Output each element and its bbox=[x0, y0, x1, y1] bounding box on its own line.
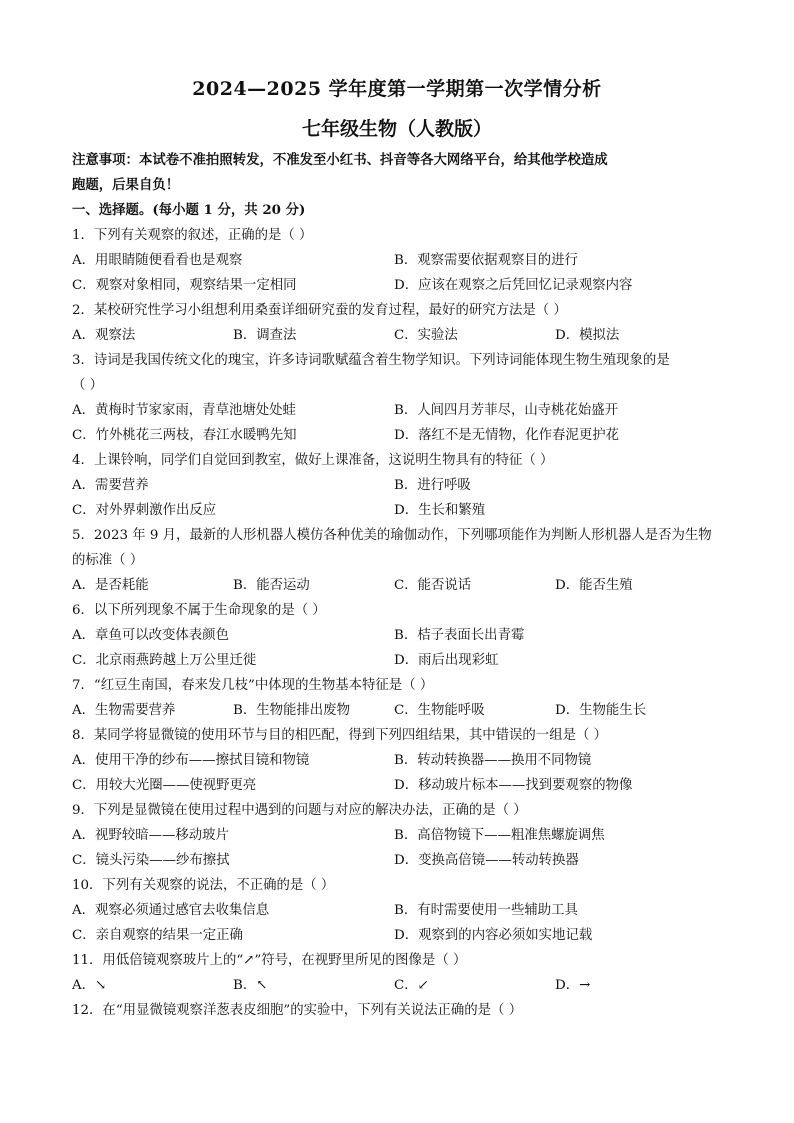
option-c: C．实验法 bbox=[394, 328, 458, 343]
option-row bbox=[72, 698, 732, 723]
option-d: D．能否生殖 bbox=[555, 578, 633, 593]
question-stem: 10．下列有关观察的说法，不正确的是（ ） bbox=[72, 878, 335, 893]
option-row bbox=[72, 748, 732, 773]
question-stem: 11．用低倍镜观察玻片上的“↗”符号，在视野里所见的图像是（ ） bbox=[72, 953, 467, 968]
option-b: B．观察需要依据观察目的进行 bbox=[394, 253, 578, 268]
question-stem: 8．某同学将显微镜的使用环节与目的相匹配，得到下列四组结果，其中错误的一组是（ ） bbox=[72, 728, 608, 743]
option-c: C．用较大光圈——使视野更亮 bbox=[72, 778, 257, 793]
option-b: B．有时需要使用一些辅助工具 bbox=[394, 903, 578, 918]
option-b: B．人间四月芳菲尽，山寺桃花始盛开 bbox=[394, 403, 619, 418]
question-stem: 7．“红豆生南国，春来发几枝”中体现的生物基本特征是（ ） bbox=[72, 678, 434, 693]
option-row bbox=[72, 273, 732, 298]
exam-content bbox=[72, 148, 732, 1023]
question-stem: 4．上课铃响，同学们自觉回到教室，做好上课准备，这说明生物具有的特征（ ） bbox=[72, 453, 554, 468]
option-d: D．观察到的内容必须如实地记载 bbox=[394, 928, 593, 943]
option-c: C．对外界刺激作出反应 bbox=[72, 503, 217, 518]
option-row bbox=[72, 898, 732, 923]
option-d: D．应该在观察之后凭回忆记录观察内容 bbox=[394, 278, 633, 293]
question-stem: 12．在“用显微镜观察洋葱表皮细胞”的实验中，下列有关说法正确的是（ ） bbox=[72, 1003, 523, 1018]
option-d: D．变换高倍镜——转动转换器 bbox=[394, 853, 579, 868]
question-stem: 3．诗词是我国传统文化的瑰宝，许多诗词歌赋蕴含着生物学知识。下列诗词能体现生物生殖现象的是 bbox=[72, 353, 670, 368]
option-a: A．需要营养 bbox=[72, 478, 149, 493]
option-b: B．能否运动 bbox=[233, 578, 310, 593]
option-row bbox=[72, 573, 732, 598]
option-a: A．↘ bbox=[72, 978, 107, 993]
option-b: B．高倍物镜下——粗准焦螺旋调焦 bbox=[394, 828, 605, 843]
option-d: D．雨后出现彩虹 bbox=[394, 653, 499, 668]
option-a: A．黄梅时节家家雨，青草池塘处处蛙 bbox=[72, 403, 296, 418]
option-a: A．视野较暗——移动玻片 bbox=[72, 828, 229, 843]
notice-line-2: 跑题，后果自负！ bbox=[72, 177, 180, 193]
option-c: C．↙ bbox=[394, 978, 429, 993]
option-row bbox=[72, 623, 732, 648]
option-row bbox=[72, 398, 732, 423]
option-d: D．落红不是无情物，化作春泥更护花 bbox=[394, 428, 619, 443]
option-b: B．生物能排出废物 bbox=[233, 703, 350, 718]
option-row bbox=[72, 473, 732, 498]
option-d: D．生长和繁殖 bbox=[394, 503, 486, 518]
question-stem: 6．以下所列现象不属于生命现象的是（ ） bbox=[72, 603, 326, 618]
option-d: D．移动玻片标本——找到要观察的物像 bbox=[394, 778, 633, 793]
question-stem: 2．某校研究性学习小组想利用桑蚕详细研究蚕的发育过程，最好的研究方法是（ ） bbox=[72, 303, 567, 318]
question-stem: 9．下列是显微镜在使用过程中遇到的问题与对应的解决办法，正确的是（ ） bbox=[72, 803, 527, 818]
option-a: A．用眼睛随便看看也是观察 bbox=[72, 253, 243, 268]
option-b: B．转动转换器——换用不同物镜 bbox=[394, 753, 592, 768]
option-row bbox=[72, 323, 732, 348]
question-stem: 5．2023 年 9 月，最新的人形机器人模仿各种优美的瑜伽动作，下列哪项能作为判断人形机器人是否为生物 bbox=[72, 528, 712, 543]
option-c: C．镜头污染——纱布擦拭 bbox=[72, 853, 230, 868]
option-a: A．使用干净的纱布——擦拭目镜和物镜 bbox=[72, 753, 310, 768]
option-a: A．观察必须通过感官去收集信息 bbox=[72, 903, 270, 918]
section-heading: 一、选择题。(每小题 1 分，共 20 分) bbox=[72, 202, 306, 218]
question-stem-continued: 的标准（ ） bbox=[72, 553, 144, 568]
question-stem: 1．下列有关观察的叙述，正确的是（ ） bbox=[72, 228, 313, 243]
option-c: C．亲自观察的结果一定正确 bbox=[72, 928, 243, 943]
option-a: A．观察法 bbox=[72, 328, 136, 343]
option-b: B．↖ bbox=[233, 978, 268, 993]
option-d: D．→ bbox=[555, 978, 591, 993]
option-a: A．是否耗能 bbox=[72, 578, 149, 593]
exam-title: 2024—2025 学年度第一学期第一次学情分析 bbox=[192, 78, 602, 100]
option-row bbox=[72, 423, 732, 448]
option-b: B．进行呼吸 bbox=[394, 478, 471, 493]
option-a: A．生物需要营养 bbox=[72, 703, 176, 718]
option-row bbox=[72, 648, 732, 673]
option-row bbox=[72, 498, 732, 523]
option-row bbox=[72, 823, 732, 848]
option-row bbox=[72, 973, 732, 998]
notice-line-1: 注意事项：本试卷不准拍照转发，不准发至小红书、抖音等各大网络平台，给其他学校造成 bbox=[72, 152, 608, 168]
question-stem-continued: （ ） bbox=[72, 378, 104, 393]
option-c: C．能否说话 bbox=[394, 578, 472, 593]
option-c: C．北京雨燕跨越上万公里迁徙 bbox=[72, 653, 257, 668]
option-b: B．桔子表面长出青霉 bbox=[394, 628, 525, 643]
option-d: D．模拟法 bbox=[555, 328, 620, 343]
option-d: D．生物能生长 bbox=[555, 703, 647, 718]
option-c: C．竹外桃花三两枝，春江水暖鸭先知 bbox=[72, 428, 297, 443]
option-row bbox=[72, 848, 732, 873]
option-a: A．章鱼可以改变体表颜色 bbox=[72, 628, 229, 643]
option-row bbox=[72, 773, 732, 798]
option-c: C．生物能呼吸 bbox=[394, 703, 485, 718]
option-row bbox=[72, 923, 732, 948]
exam-subtitle: 七年级生物（人教版） bbox=[301, 118, 492, 140]
option-c: C．观察对象相同，观察结果一定相同 bbox=[72, 278, 297, 293]
option-b: B．调查法 bbox=[233, 328, 297, 343]
option-row bbox=[72, 248, 732, 273]
